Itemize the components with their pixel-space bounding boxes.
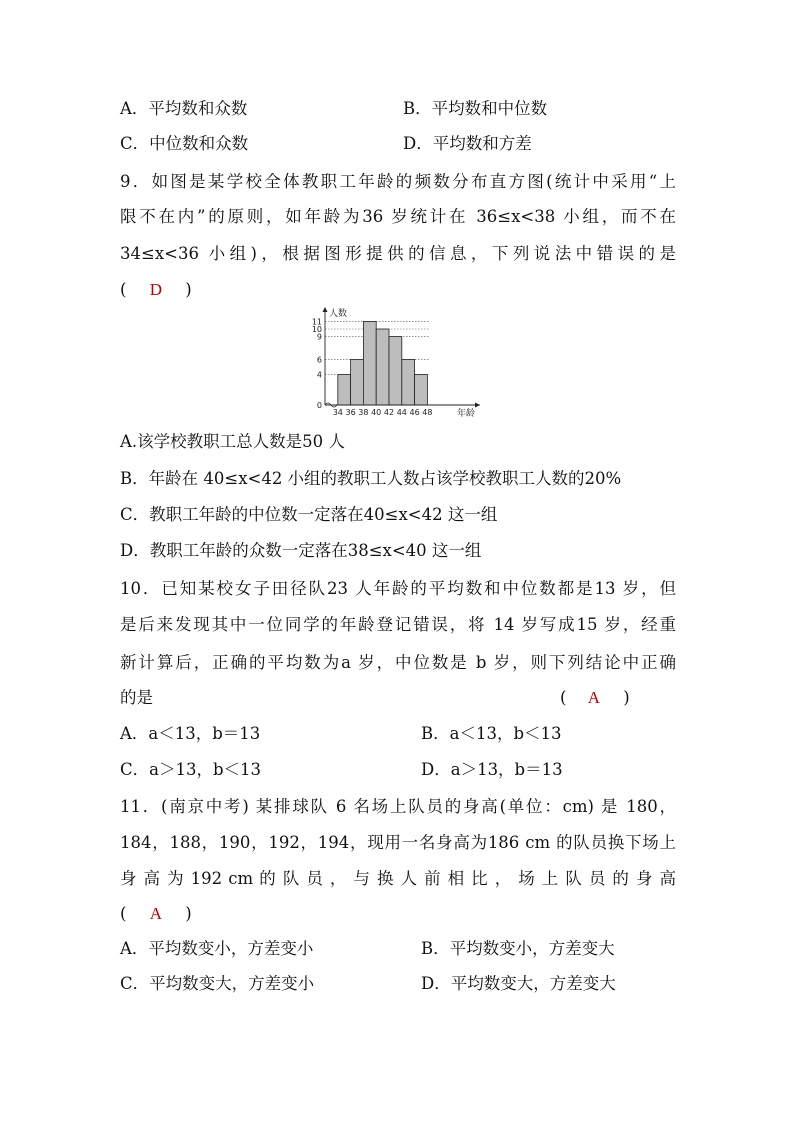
q10-option-b: B．a＜13，b＜13 xyxy=(421,724,562,743)
q9-stem-line1: 9．如图是某学校全体教职工年龄的频数分布直方图(统计中采用“上 xyxy=(120,172,676,191)
q10-paren-close: ) xyxy=(623,688,630,707)
x-tick-label: 42 xyxy=(383,408,395,417)
x-tick-label: 36 xyxy=(345,408,356,417)
q9-answer: D xyxy=(149,280,162,299)
y-tick-label: 0 xyxy=(316,401,322,410)
q9-paren-open: ( xyxy=(120,280,127,299)
q11-stem-line3: 身 高 为 192 cm 的 队 员 ， 与 换 人 前 相 比 ， 场 上 队 员 的 身 高 xyxy=(120,869,676,888)
histogram-bar xyxy=(363,321,376,405)
q10-stem-line1: 10．已知某校女子田径队23 人年龄的平均数和中位数都是13 岁，但 xyxy=(120,579,676,598)
x-axis-arrow xyxy=(475,403,480,408)
x-tick-label: 34 xyxy=(332,408,343,417)
q8-option-b: B．平均数和中位数 xyxy=(403,99,548,118)
q10-option-c: C．a＞13，b＜13 xyxy=(120,760,262,779)
histogram-bar xyxy=(338,375,351,405)
q9-paren-close: ) xyxy=(185,280,192,299)
q8-option-d: D．平均数和方差 xyxy=(403,134,532,153)
q9-answer-bracket xyxy=(120,278,192,302)
histogram-bar xyxy=(351,359,364,405)
y-tick-label: 4 xyxy=(316,370,322,380)
q8-option-c: C．中位数和众数 xyxy=(120,134,249,153)
q10-stem-line3: 新计算后，正确的平均数为a 岁，中位数是 b 岁，则下列结论中正确 xyxy=(120,653,676,672)
q11-paren-close: ) xyxy=(185,904,192,923)
q10-option-a: A．a＜13，b＝13 xyxy=(120,724,261,743)
q10-answer: A xyxy=(587,688,600,707)
x-tick-label: 38 xyxy=(358,408,369,417)
y-tick-label: 10 xyxy=(311,325,322,334)
x-tick-label: 46 xyxy=(409,408,420,417)
y-tick-label: 9 xyxy=(316,332,322,342)
y-tick-label: 6 xyxy=(316,355,322,365)
q11-option-a: A．平均数变小，方差变小 xyxy=(120,939,314,958)
q9-stem-line3: 34≤x<36 小组)，根据图形提供的信息，下列说法中错误的是 xyxy=(120,244,676,263)
q9-option-d: D．教职工年龄的众数一定落在38≤x<40 这一组 xyxy=(120,541,482,560)
q11-stem-line2: 184，188，190，192，194，现用一名身高为186 cm 的队员换下场上 xyxy=(120,833,676,852)
y-axis-arrow xyxy=(323,307,328,312)
q10-paren-open: ( xyxy=(560,688,567,707)
x-axis-title: 年龄 xyxy=(457,409,476,419)
q10-stem-line2: 是后来发现其中一位同学的年龄登记错误，将 14 岁写成15 岁，经重 xyxy=(120,615,676,634)
histogram-bar xyxy=(415,375,428,405)
q9-stem-line2: 限不在内”的原则，如年龄为36 岁统计在 36≤x<38 小组，而不在 xyxy=(120,207,676,226)
q10-stem-line4: 的是 xyxy=(120,688,153,707)
q11-option-d: D．平均数变大，方差变大 xyxy=(421,974,616,993)
q8-option-a: A．平均数和众数 xyxy=(120,99,248,118)
y-tick-label: 11 xyxy=(311,317,322,327)
q11-option-b: B．平均数变小，方差变大 xyxy=(421,939,615,958)
histogram-bar xyxy=(389,337,402,405)
x-tick-label: 40 xyxy=(371,408,382,417)
q10-answer-bracket xyxy=(560,686,630,710)
x-tick-label: 48 xyxy=(422,408,433,417)
y-axis-title: 人数 xyxy=(329,309,348,319)
q9-option-c: C．教职工年龄的中位数一定落在40≤x<42 这一组 xyxy=(120,505,498,524)
histogram-bar xyxy=(376,329,389,405)
q11-answer: A xyxy=(149,904,162,923)
q11-answer-bracket xyxy=(120,902,192,926)
x-tick-label: 44 xyxy=(396,408,407,417)
q11-paren-open: ( xyxy=(120,904,127,923)
q11-option-c: C．平均数变大，方差变小 xyxy=(120,974,315,993)
q9-option-b: B．年龄在 40≤x<42 小组的教职工人数占该学校教职工人数的20% xyxy=(120,469,622,488)
q11-stem-line1: 11．(南京中考) 某排球队 6 名场上队员的身高(单位：cm) 是 180， xyxy=(120,797,676,816)
histogram-bar xyxy=(402,359,415,405)
age-histogram xyxy=(305,305,485,420)
q9-option-a: A.该学校教职工总人数是50 人 xyxy=(120,432,345,451)
q10-option-d: D．a＞13，b＝13 xyxy=(421,760,563,779)
